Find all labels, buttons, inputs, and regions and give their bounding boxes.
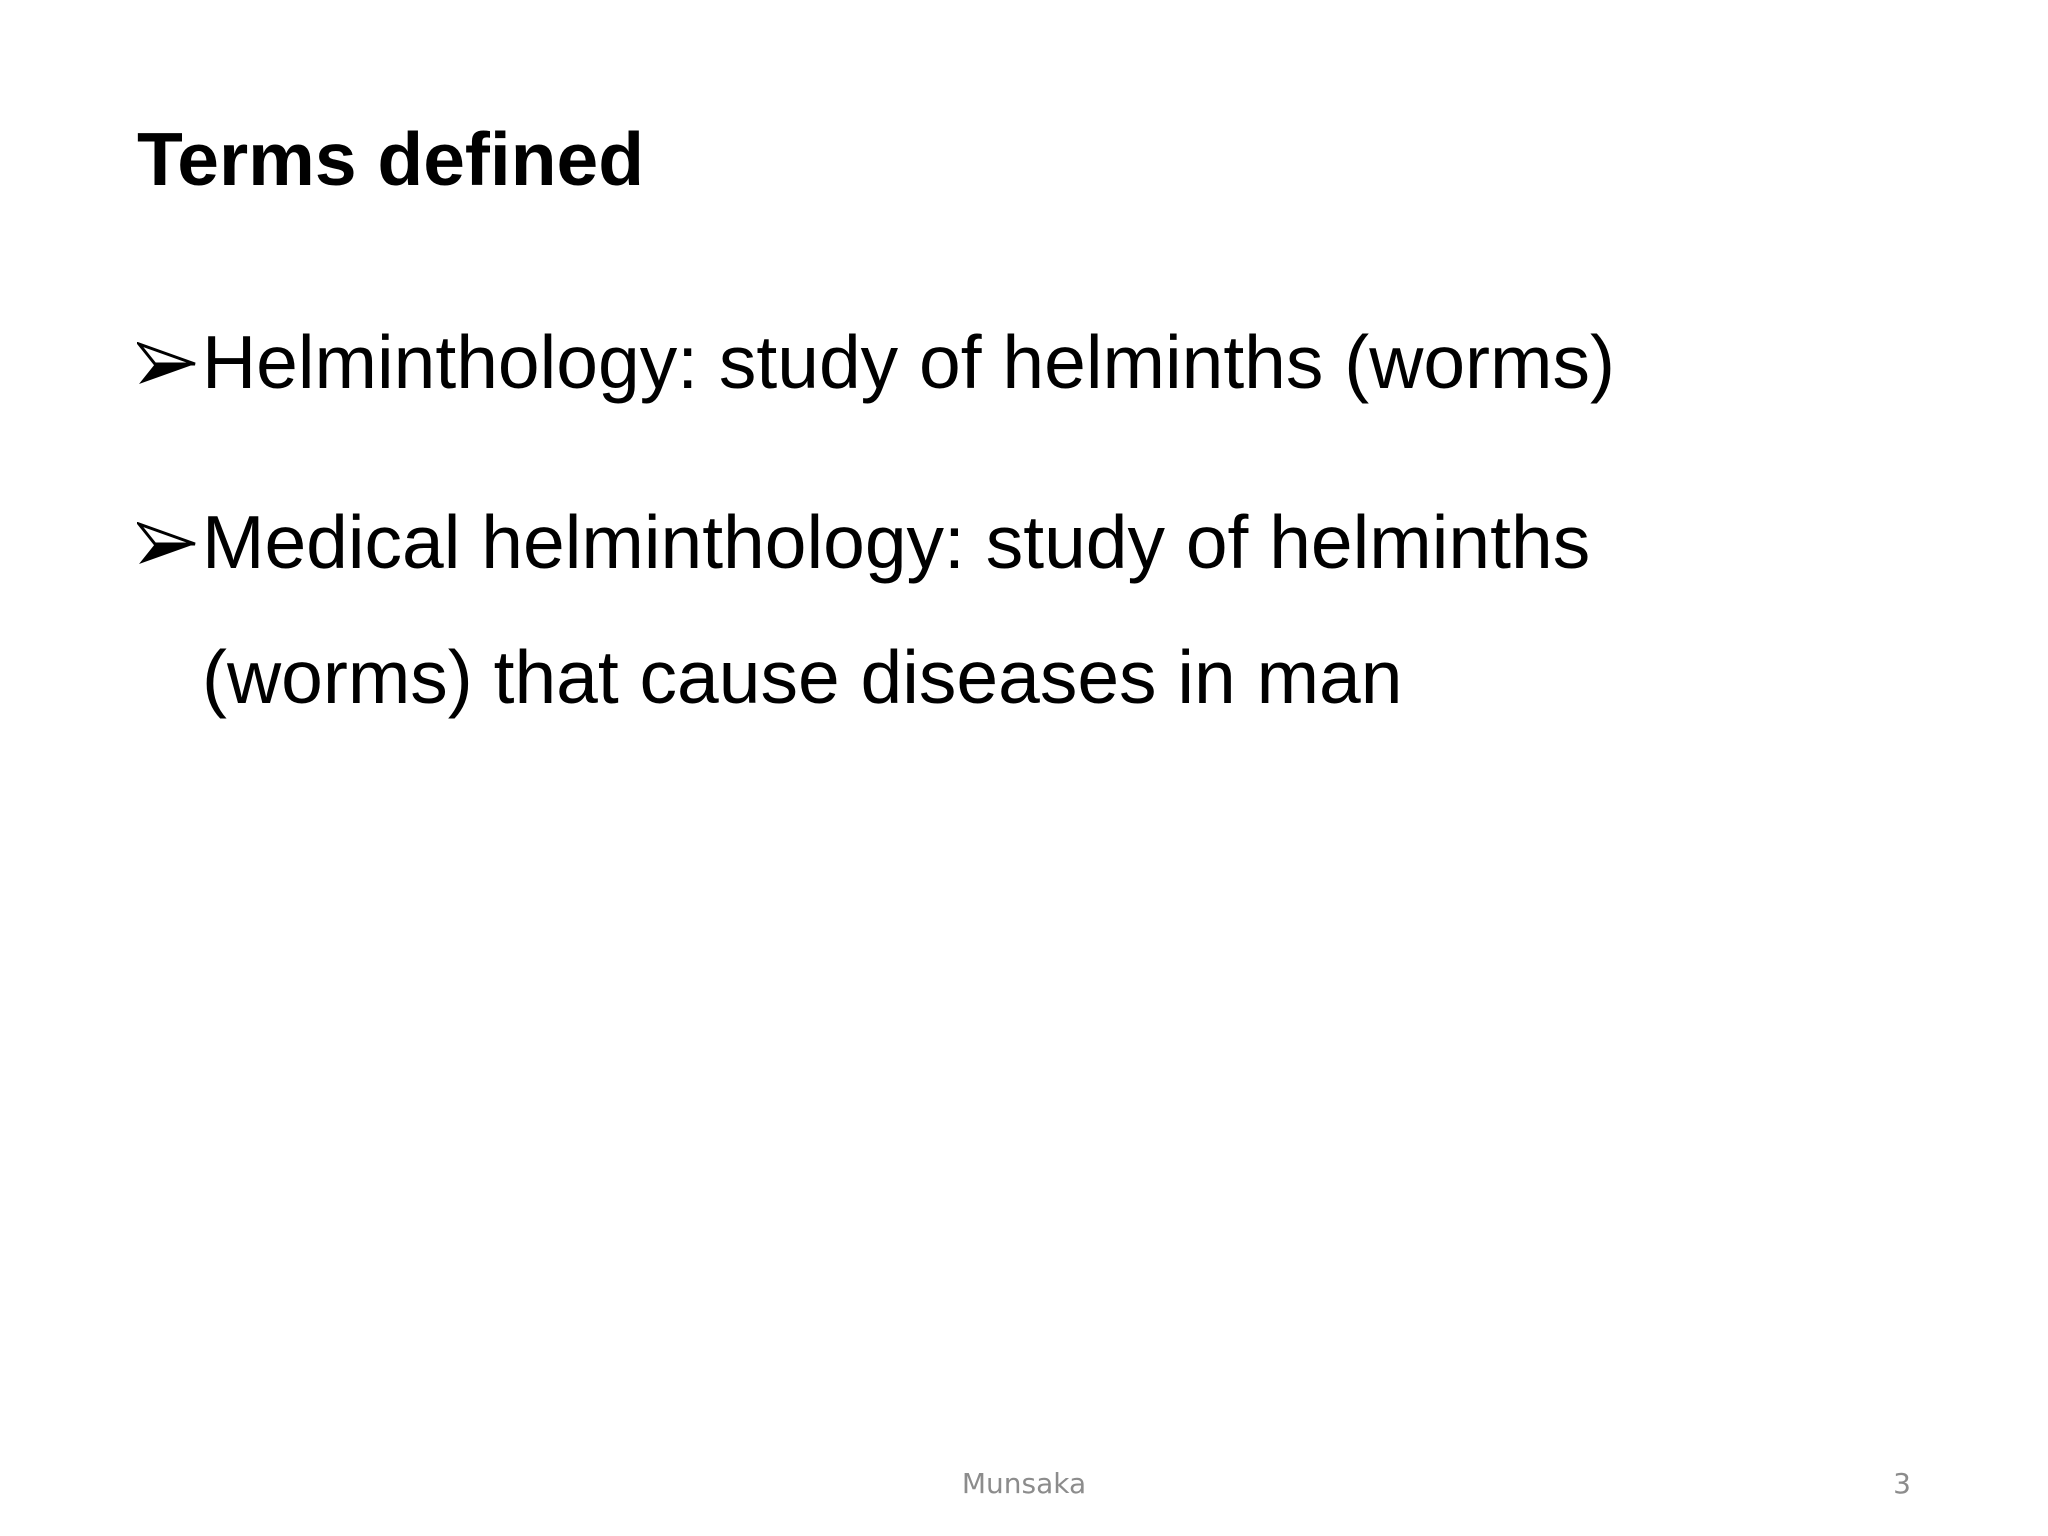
bullet-text: Helminthology: study of helminths (worms) xyxy=(202,320,1615,404)
slide-title: Terms defined xyxy=(137,117,645,201)
bullet-item xyxy=(137,475,1862,745)
arrowhead-bullet-icon xyxy=(137,522,199,566)
bullet-text: Medical helminthology: study of helminths (worms) that cause diseases in man xyxy=(202,500,1591,719)
bullet-list xyxy=(137,295,1917,790)
arrowhead-bullet-icon xyxy=(137,342,199,386)
bullet-item xyxy=(137,295,1917,430)
page-number: 3 xyxy=(1893,1467,1911,1500)
footer-author: Munsaka xyxy=(961,1467,1087,1500)
